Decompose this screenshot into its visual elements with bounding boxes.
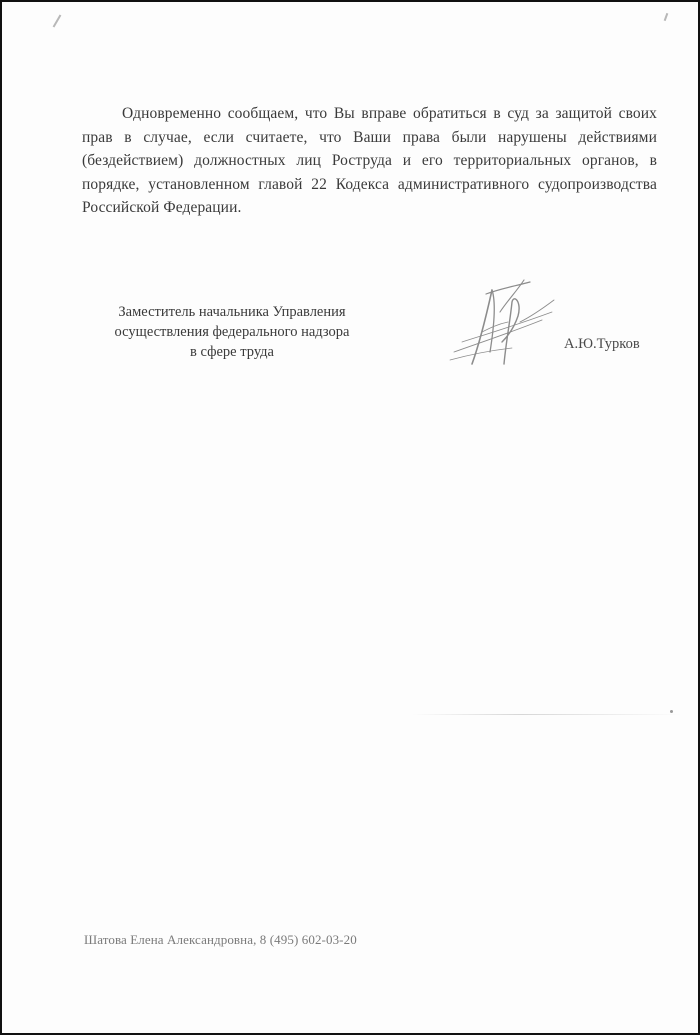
- scan-artifact: [53, 14, 62, 27]
- signatory-title-line-1: Заместитель начальника Управления: [118, 304, 346, 320]
- signatory-title-line-3: в сфере труда: [190, 344, 274, 360]
- paragraph-text: Одновременно сообщаем, что Вы вправе обратиться в суд за защитой своих прав в случае, если считаете, что Ваши права были нарушены действиями (бездействием) должностных лиц Роструда и его территориальных органов, в порядке, установленном главой 22 Кодекса административного судопроизводства Российской Федерации.: [82, 105, 657, 216]
- scan-artifact-dot: [670, 710, 673, 713]
- body-paragraph: [82, 102, 657, 220]
- scan-artifact: [664, 13, 669, 21]
- signatory-title-line-2: осуществления федерального надзора: [114, 324, 350, 340]
- handwritten-signature: [442, 272, 562, 372]
- executor-contact: Шатова Елена Александровна, 8 (495) 602-03-20: [84, 932, 357, 947]
- signatory-title: [82, 302, 382, 362]
- scan-artifact-line: [412, 714, 682, 715]
- signatory-name: А.Ю.Турков: [564, 336, 640, 352]
